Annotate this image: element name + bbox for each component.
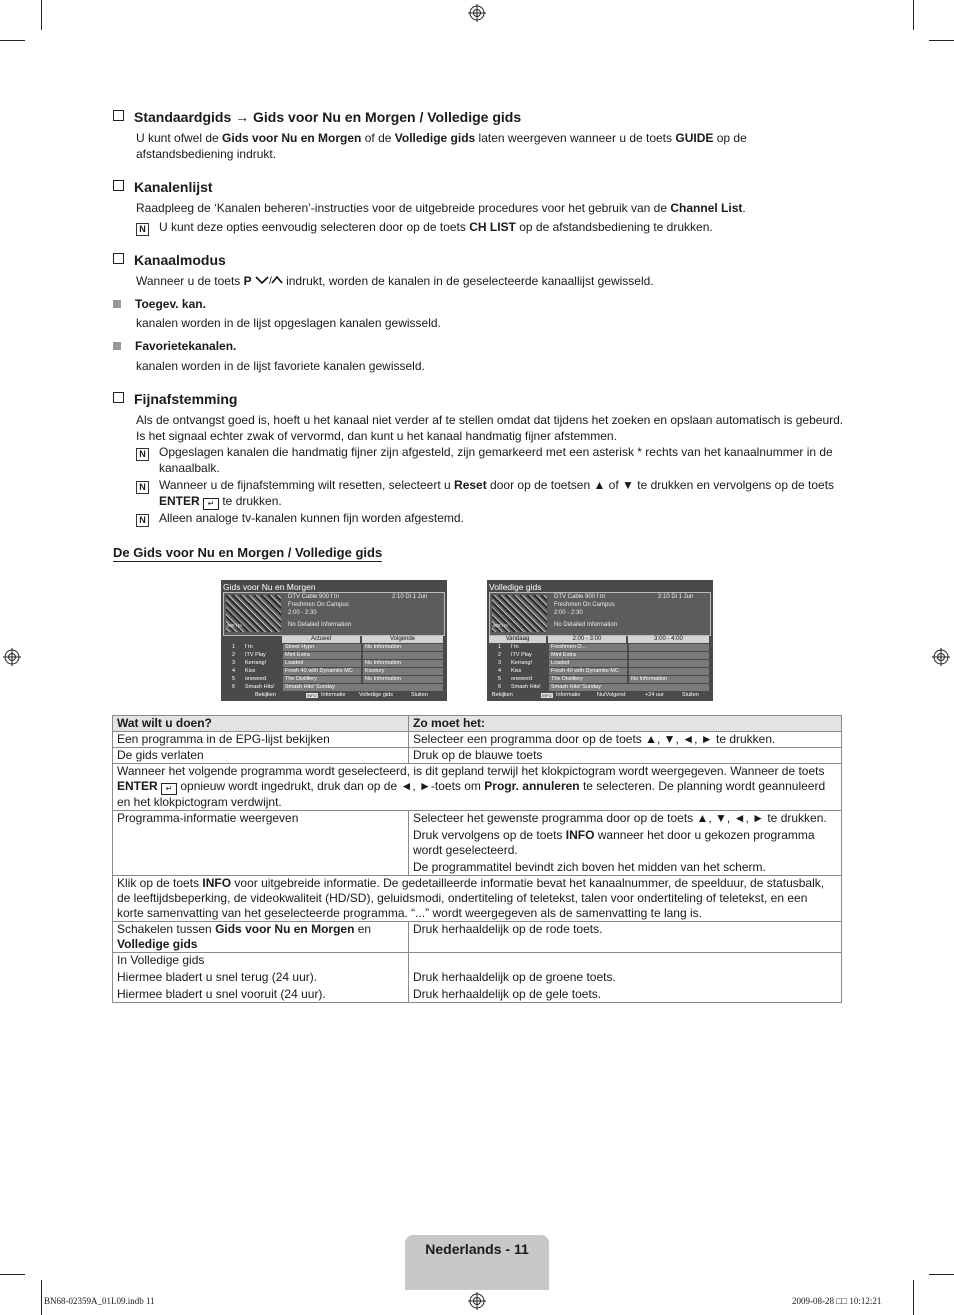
table-cell: Klik op de toets INFO voor uitgebreide informatie. De gedetailleerde informatie bevat het kanaalnummer, de speelduur, de statusbalk, de leeftijdsbeperking, de videokwaliteit (HD/SD), geluidsmodi, ondertiteling of teletekst, talen voor ondertiteling of teletekst, en een korte samenvatting van het geselecteerde programma. “...” wordt weergegeven als de samenvatting te lang is. <box>113 876 842 922</box>
table-cell: In Volledige gids Hiermee bladert u snel terug (24 uur). Hiermee bladert u snel vooruit (24 uur). <box>113 953 409 1003</box>
info-key-icon: INFO <box>542 693 552 698</box>
tv-guide-full-screenshot <box>487 580 713 701</box>
note-icon: N <box>136 514 149 527</box>
table-row <box>113 876 842 922</box>
tv-guide-footer <box>487 690 713 701</box>
registration-mark-icon <box>468 4 486 22</box>
square-bullet-icon <box>113 300 121 308</box>
tv-guide-title: Volledige gids <box>489 582 542 592</box>
footer-volledige-gids: Volledige gids <box>359 692 393 698</box>
info-key-icon: INFO <box>307 693 317 698</box>
guide-row[interactable]: 3 Kerrang! Loaded No Information <box>223 660 443 667</box>
crop-mark <box>929 40 954 41</box>
footer-informatie: Informatie <box>556 692 581 698</box>
file-info: BN68-02359A_01L09.indb 11 <box>44 1296 155 1306</box>
checkbox-bullet-icon <box>113 110 124 121</box>
guide-row[interactable]: 3 Kerrang! Loaded <box>489 660 709 667</box>
table-row <box>113 732 842 748</box>
table-cell: De gids verlaten <box>113 748 409 764</box>
square-bullet-icon <box>113 342 121 350</box>
guide-row[interactable]: 1 f tn Freshmen O... <box>489 644 709 651</box>
table-row <box>113 922 842 953</box>
table-cell: Druk herhaaldelijk op de rode toets. <box>409 922 842 953</box>
table-row <box>113 811 842 876</box>
guide-row[interactable]: 5 oneword The Distillery No Information <box>489 676 709 683</box>
column-header: 2:00 - 3:00 <box>548 636 626 643</box>
instruction-table <box>112 715 842 1003</box>
section-text-standaardgids: U kunt ofwel de Gids voor Nu en Morgen of de Volledige gids laten weergeven wanneer u de toets GUIDE op de afstandsbediening indrukt. <box>136 131 747 161</box>
section-title-standaardgids: Standaardgids → Gids voor Nu en Morgen / Volledige gids <box>113 109 521 125</box>
crop-mark <box>913 1280 914 1315</box>
guide-row[interactable]: 5 oneword The Distillery No Information <box>223 676 443 683</box>
table-cell: Een programma in de EPG-lijst bekijken <box>113 732 409 748</box>
note-icon: N <box>136 481 149 494</box>
note-fijnafstemming-1: N Opgeslagen kanalen die handmatig fijner zijn afgesteld, zijn gemarkeerd met een asterisk * rechts van het kanaalnummer in de kanaalbalk. <box>136 445 846 476</box>
guide-row[interactable]: 2 ITV Play Mint Extra <box>489 652 709 659</box>
footer-informatie: Informatie <box>321 692 346 698</box>
section-text-kanalenlijst: Raadpleeg de ‘Kanalen beheren’-instructies voor de uitgebreide procedures voor het gebruik van de Channel List. <box>136 201 746 215</box>
enter-key-icon: ↵ <box>161 783 177 795</box>
table-cell: Schakelen tussen Gids voor Nu en Morgen en Volledige gids <box>113 922 409 953</box>
registration-mark-icon <box>468 1292 486 1310</box>
table-row <box>113 953 842 1003</box>
crop-mark <box>41 1280 42 1315</box>
checkbox-bullet-icon <box>113 180 124 191</box>
table-header-cell: Zo moet het: <box>409 716 842 732</box>
table-cell: Programma-informatie weergeven <box>113 811 409 876</box>
section-title-kanalenlijst: Kanalenlijst <box>113 179 213 195</box>
table-row <box>113 764 842 811</box>
column-header: Actueel <box>282 636 360 643</box>
guide-row[interactable]: 1 f tn Street Hypn No Information <box>223 644 443 651</box>
note-fijnafstemming-2: N Wanneer u de fijnafstemming wilt resetten, selecteert u Reset door op de toetsen ▲ of ▼ te drukken en vervolgens op de toets ENTER ↵ te drukken. <box>136 478 846 510</box>
crop-mark <box>929 1274 954 1275</box>
note-fijnafstemming-3: N Alleen analoge tv-kanalen kunnen fijn worden afgestemd. <box>136 511 846 527</box>
footer-bekijken: Bekijken <box>492 692 513 698</box>
tv-guide-info-panel: 900 f tn DTV Cable 900 f tn 2:10 Di 1 Jun Freshmen On Campus 2:00 - 2:30 No Detailed Information <box>489 592 711 636</box>
note-icon: N <box>136 223 149 236</box>
tv-guide-title: Gids voor Nu en Morgen <box>223 582 316 592</box>
footer-sluiten: Sluiten <box>682 692 699 698</box>
crop-mark <box>41 0 42 30</box>
table-cell: Wanneer het volgende programma wordt geselecteerd, is dit gepland terwijl het klokpictogram wordt weergegeven. Wanneer de toets ENTER ↵ opnieuw wordt ingedrukt, druk dan op de ◄, ►-toets om Progr. annuleren te selecteren. De planning wordt geannuleerd en het klokpictogram verdwijnt. <box>113 764 842 811</box>
subitem-text-favorietekanalen: kanalen worden in de lijst favoriete kanalen gewisseld. <box>136 359 425 373</box>
crop-mark <box>0 1274 25 1275</box>
checkbox-bullet-icon <box>113 253 124 264</box>
crop-mark <box>913 0 914 30</box>
subitem-toegev-kan: Toegev. kan. <box>113 297 206 311</box>
tv-guide-footer <box>221 690 447 701</box>
tv-guide-now-next-screenshot <box>221 580 447 701</box>
crop-mark <box>0 40 25 41</box>
subitem-favorietekanalen: Favorietekanalen. <box>113 339 236 353</box>
page-number-tab: Nederlands - 11 <box>405 1235 549 1290</box>
registration-mark-icon <box>932 648 950 666</box>
section-title-kanaalmodus: Kanaalmodus <box>113 252 226 268</box>
section-text-kanaalmodus: Wanneer u de toets P / indrukt, worden de kanalen in de geselecteerde kanaallijst gewisseld. <box>136 274 654 288</box>
column-header: Volgende <box>362 636 443 643</box>
table-header-cell: Wat wilt u doen? <box>113 716 409 732</box>
column-header: Vandaag <box>489 636 546 643</box>
guide-row[interactable]: 2 ITV Play Mint Extra <box>223 652 443 659</box>
tv-guide-info-panel: 900 f tn DTV Cable 900 f tn 2:10 Di 1 Jun Freshmen On Campus 2:00 - 2:30 No Detailed Information <box>223 592 445 636</box>
channel-up-down-icon <box>255 275 283 285</box>
enter-key-icon: ↵ <box>203 498 219 510</box>
guide-row[interactable]: 4 Kiss Fresh 40 with Dynamite MC <box>489 668 709 675</box>
table-cell: Selecteer een programma door op de toets ▲, ▼, ◄, ► te drukken. <box>409 732 842 748</box>
checkbox-bullet-icon <box>113 392 124 403</box>
footer-sluiten: Sluiten <box>411 692 428 698</box>
column-header: 3:00 - 4:00 <box>628 636 709 643</box>
footer-24-uur: +24 uur <box>645 692 664 698</box>
table-header-row <box>113 716 842 732</box>
subitem-text-toegev-kan: kanalen worden in de lijst opgeslagen kanalen gewisseld. <box>136 316 441 330</box>
gids-heading: De Gids voor Nu en Morgen / Volledige gids <box>113 545 383 560</box>
table-cell: Druk herhaaldelijk op de groene toets. Druk herhaaldelijk op de gele toets. <box>409 953 842 1003</box>
table-cell: Selecteer het gewenste programma door op de toets ▲, ▼, ◄, ► te drukken. Druk vervolgens op de toets INFO wanneer het door u gekozen programma wordt geselecteerd. De programmatitel bevindt zich boven het midden van het scherm. <box>409 811 842 876</box>
guide-row[interactable]: 6 Smash Hits! Smash Hits! Sunday <box>489 684 709 691</box>
footer-bekijken: Bekijken <box>255 692 276 698</box>
section-text-fijnafstemming: Als de ontvangst goed is, hoeft u het kanaal niet verder af te stellen omdat dat tijdens het zoeken en opslaan automatisch is gebeurd. Is het signaal echter zwak of vervormd, dan kunt u het kanaal handmatig fijner afstemmen. <box>136 413 844 443</box>
footer-nu-volgend: Nu/Volgend <box>597 692 626 698</box>
note-kanalenlijst: N U kunt deze opties eenvoudig selecteren door op de toets CH LIST op de afstandsbediening te drukken. <box>136 220 846 236</box>
guide-row[interactable]: 4 Kiss Fresh 40 with Dynamite MC Kisstory <box>223 668 443 675</box>
note-icon: N <box>136 448 149 461</box>
registration-mark-icon <box>3 648 21 666</box>
section-title-fijnafstemming: Fijnafstemming <box>113 391 237 407</box>
guide-row[interactable]: 6 Smash Hits! Smash Hits! Sunday <box>223 684 443 691</box>
print-date: 2009-08-28 □□ 10:12:21 <box>792 1296 882 1306</box>
table-cell: Druk op de blauwe toets <box>409 748 842 764</box>
table-row <box>113 748 842 764</box>
svg-text:/: / <box>268 276 272 285</box>
